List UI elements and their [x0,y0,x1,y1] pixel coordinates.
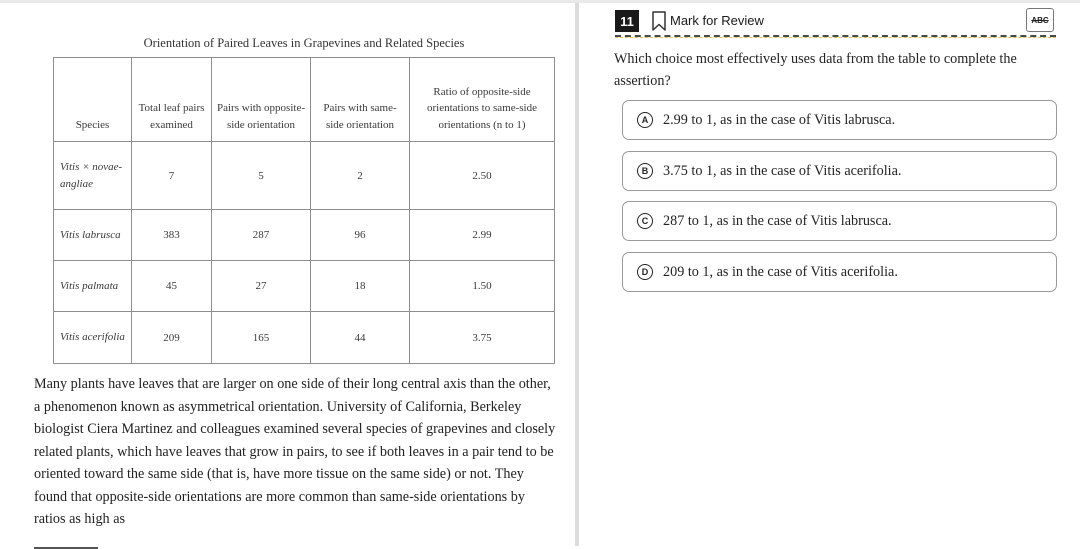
choice-text: 2.99 to 1, as in the case of Vitis labrusca. [663,111,896,128]
choice-letter-b: B [637,163,653,179]
species-cell: Vitis × novae-angliae [54,142,132,210]
opposite-cell: 165 [212,312,311,364]
abc-label: ABC [1031,15,1049,25]
ratio-cell: 2.50 [410,142,555,210]
opposite-cell: 5 [212,142,311,210]
question-header [615,8,1055,38]
species-cell: Vitis labrusca [54,210,132,261]
col-header-total: Total leaf pairs examined [132,58,212,142]
header-divider-accent [615,37,1056,38]
strikethrough-abc-icon[interactable] [1026,8,1054,32]
same-cell: 44 [311,312,410,364]
choice-text: 3.75 to 1, as in the case of Vitis acerifolia. [663,162,902,179]
table-row [54,210,555,261]
ratio-cell: 1.50 [410,261,555,312]
same-cell: 96 [311,210,410,261]
table-row [54,312,555,364]
total-cell: 383 [132,210,212,261]
pane-divider[interactable] [575,3,579,546]
opposite-cell: 27 [212,261,311,312]
table-row [54,261,555,312]
answer-choice-d[interactable] [622,252,1057,292]
data-table [53,57,555,364]
mark-for-review-button[interactable]: Mark for Review [670,13,764,28]
table-caption: Orientation of Paired Leaves in Grapevines and Related Species [143,36,465,50]
ratio-cell: 3.75 [410,312,555,364]
ratio-cell: 2.99 [410,210,555,261]
table-header-row [54,58,555,142]
answer-choice-a[interactable] [622,100,1057,140]
col-header-opposite: Pairs with opposite-side orientation [212,58,311,142]
answer-choice-b[interactable] [622,151,1057,191]
total-cell: 209 [132,312,212,364]
passage-text: Many plants have leaves that are larger on one side of their long central axis than the other, a phenomenon known as asymmetrical orientation. University of California, Berkeley biologist Ciera Martinez and colleagues examined several species of grapevines and closely related plants, which have leaves that grow in pairs, to see if both leaves in a pair tend to be oriented toward the same side (that is, have more tissue on the same side) or not. They found that opposite-side orientations are more common than same-side orientations by ratios as high as [34,376,556,527]
same-cell: 2 [311,142,410,210]
choice-text: 287 to 1, as in the case of Vitis labrusca. [663,212,892,229]
choice-text: 209 to 1, as in the case of Vitis acerifolia. [663,263,898,280]
choice-letter-a: A [637,112,653,128]
question-number: 11 [615,10,639,32]
choice-letter-c: C [637,213,653,229]
opposite-cell: 287 [212,210,311,261]
total-cell: 7 [132,142,212,210]
answer-choice-c[interactable] [622,201,1057,241]
question-prompt: Which choice most effectively uses data from the table to complete the assertion? [614,51,1017,89]
bookmark-icon[interactable] [651,11,667,31]
col-header-ratio: Ratio of opposite-side orientations to same-side orientations (n to 1) [410,58,555,142]
species-cell: Vitis acerifolia [54,312,132,364]
species-cell: Vitis palmata [54,261,132,312]
table-row [54,142,555,210]
col-header-species: Species [54,58,132,142]
total-cell: 45 [132,261,212,312]
same-cell: 18 [311,261,410,312]
choice-letter-d: D [637,264,653,280]
col-header-same: Pairs with same-side orientation [311,58,410,142]
passage-pane [0,3,576,546]
